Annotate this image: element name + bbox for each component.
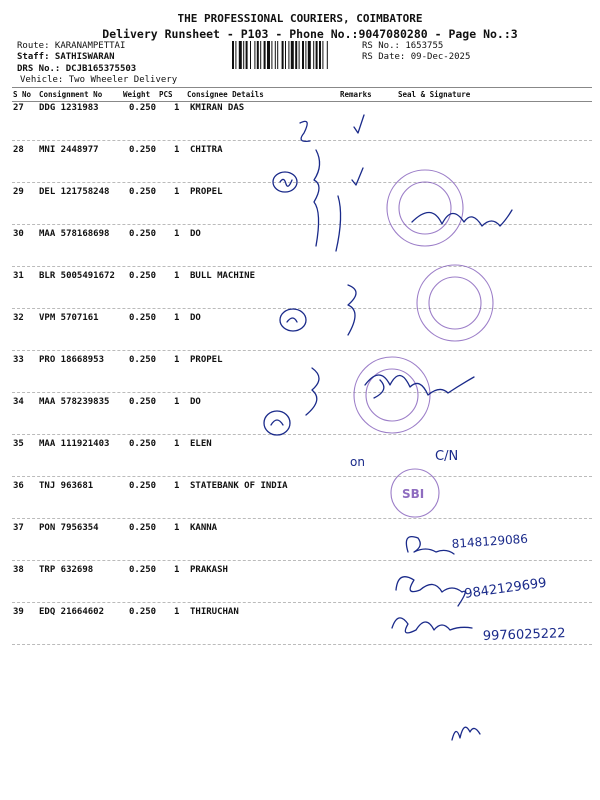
phone-39: 9976025222	[482, 626, 566, 644]
row-consignment: VPM 5707161	[39, 313, 99, 323]
row-consignment: TNJ 963681	[39, 481, 94, 491]
row-pcs: 1	[174, 523, 180, 533]
row-sno: 34	[13, 397, 24, 407]
on-note: on	[350, 455, 365, 469]
row-pcs: 1	[174, 103, 180, 113]
row-weight: 0.250	[129, 355, 157, 365]
table-row	[12, 229, 592, 243]
row-divider	[12, 140, 592, 141]
row-consignee: THIRUCHAN	[190, 607, 239, 617]
row-weight: 0.250	[129, 145, 157, 155]
table-row	[12, 439, 592, 453]
row-consignee: CHITRA	[190, 145, 223, 155]
table-row	[12, 565, 592, 579]
barcode	[232, 41, 356, 69]
row-consignment: BLR 5005491672	[39, 271, 115, 281]
row-consignment: MAA 578168698	[39, 229, 110, 239]
row-sno: 39	[13, 607, 24, 617]
row-divider	[12, 560, 592, 561]
row-consignee: PRAKASH	[190, 565, 228, 575]
row-sno: 37	[13, 523, 24, 533]
row-divider	[12, 392, 592, 393]
row-pcs: 1	[174, 607, 180, 617]
table-row	[12, 145, 592, 159]
row-weight: 0.250	[129, 481, 157, 491]
row-consignee: KANNA	[190, 523, 218, 533]
row-pcs: 1	[174, 187, 180, 197]
row-weight: 0.250	[129, 565, 157, 575]
row-divider	[12, 266, 592, 267]
row-divider	[12, 602, 592, 603]
row-consignment: MNI 2448977	[39, 145, 99, 155]
row-consignee: STATEBANK OF INDIA	[190, 481, 288, 491]
table-row	[12, 313, 592, 327]
row-consignment: MAA 111921403	[39, 439, 110, 449]
header-rule-top	[12, 87, 592, 88]
row-divider	[12, 434, 592, 435]
row-weight: 0.250	[129, 439, 157, 449]
row-divider	[12, 308, 592, 309]
row-sno: 35	[13, 439, 24, 449]
runsheet-subtitle: Delivery Runsheet - P103 - Phone No.:9047080280 - Page No.:3	[102, 27, 518, 41]
row-consignee: KMIRAN DAS	[190, 103, 245, 113]
row-divider	[12, 476, 592, 477]
row-consignee: ELEN	[190, 439, 212, 449]
table-row	[12, 271, 592, 285]
col-weight: Weight	[123, 90, 151, 99]
row-pcs: 1	[174, 439, 180, 449]
row-consignment: DEL 121758248	[39, 187, 110, 197]
table-row	[12, 523, 592, 537]
table-row	[12, 607, 592, 621]
row-weight: 0.250	[129, 229, 157, 239]
row-pcs: 1	[174, 313, 180, 323]
row-sno: 27	[13, 103, 24, 113]
row-consignee: PROPEL	[190, 355, 223, 365]
row-sno: 36	[13, 481, 24, 491]
cn-note: C/N	[435, 449, 459, 464]
row-consignee: DO	[190, 229, 201, 239]
row-divider	[12, 224, 592, 225]
col-consignee: Consignee Details	[187, 90, 264, 99]
initials	[452, 727, 480, 740]
row-consignee: BULL MACHINE	[190, 271, 256, 281]
row-pcs: 1	[174, 397, 180, 407]
row-consignment: PON 7956354	[39, 523, 99, 533]
phone-37: 8148129086	[451, 531, 529, 551]
row-pcs: 1	[174, 355, 180, 365]
row-sno: 28	[13, 145, 24, 155]
col-sno: S No	[13, 90, 32, 99]
row-consignee: DO	[190, 397, 201, 407]
row-sno: 30	[13, 229, 24, 239]
phone-38: 9842129699	[463, 575, 548, 602]
row-divider	[12, 350, 592, 351]
vehicle-label: Vehicle: Two Wheeler Delivery	[20, 75, 178, 85]
row-pcs: 1	[174, 145, 180, 155]
row-sno: 33	[13, 355, 24, 365]
row-consignment: PRO 18668953	[39, 355, 105, 365]
row-weight: 0.250	[129, 187, 157, 197]
row-consignee: PROPEL	[190, 187, 223, 197]
tick-mark	[354, 115, 364, 133]
table-row	[12, 355, 592, 369]
row-divider	[12, 182, 592, 183]
col-remarks: Remarks	[340, 90, 372, 99]
row-pcs: 1	[174, 565, 180, 575]
header-rule-bottom	[12, 101, 592, 102]
row-pcs: 1	[174, 481, 180, 491]
col-pcs: PCS	[159, 90, 173, 99]
row-divider	[12, 518, 592, 519]
row-sno: 38	[13, 565, 24, 575]
row-weight: 0.250	[129, 313, 157, 323]
row-consignment: TRP 632698	[39, 565, 94, 575]
drs-number: DRS No.: DCJB165375503	[17, 64, 137, 74]
row-consignee: DO	[190, 313, 201, 323]
col-seal: Seal & Signature	[398, 90, 471, 99]
row-sno: 31	[13, 271, 24, 281]
row-pcs: 1	[174, 271, 180, 281]
row-divider	[12, 644, 592, 645]
row-sno: 32	[13, 313, 24, 323]
row-weight: 0.250	[129, 397, 157, 407]
table-row	[12, 397, 592, 411]
row-weight: 0.250	[129, 271, 157, 281]
rs-date: RS Date: 09-Dec-2025	[362, 52, 471, 62]
row-consignment: DDG 1231983	[39, 103, 99, 113]
row-consignment: MAA 578239835	[39, 397, 110, 407]
staff-label: Staff: SATHISWARAN	[17, 52, 115, 62]
row-sno: 29	[13, 187, 24, 197]
col-consignment: Consignment No	[39, 90, 103, 99]
table-row	[12, 103, 592, 117]
row-pcs: 1	[174, 229, 180, 239]
route-label: Route: KARANAMPETTAI	[17, 41, 126, 51]
table-row	[12, 481, 592, 495]
company-title: THE PROFESSIONAL COURIERS, COIMBATORE	[177, 12, 423, 25]
rs-number: RS No.: 1653755	[362, 41, 444, 51]
row-weight: 0.250	[129, 607, 157, 617]
signature	[406, 537, 454, 554]
row-weight: 0.250	[129, 103, 157, 113]
row-consignment: EDQ 21664602	[39, 607, 105, 617]
table-row	[12, 187, 592, 201]
row-weight: 0.250	[129, 523, 157, 533]
sbi-text: SBI	[402, 487, 425, 501]
